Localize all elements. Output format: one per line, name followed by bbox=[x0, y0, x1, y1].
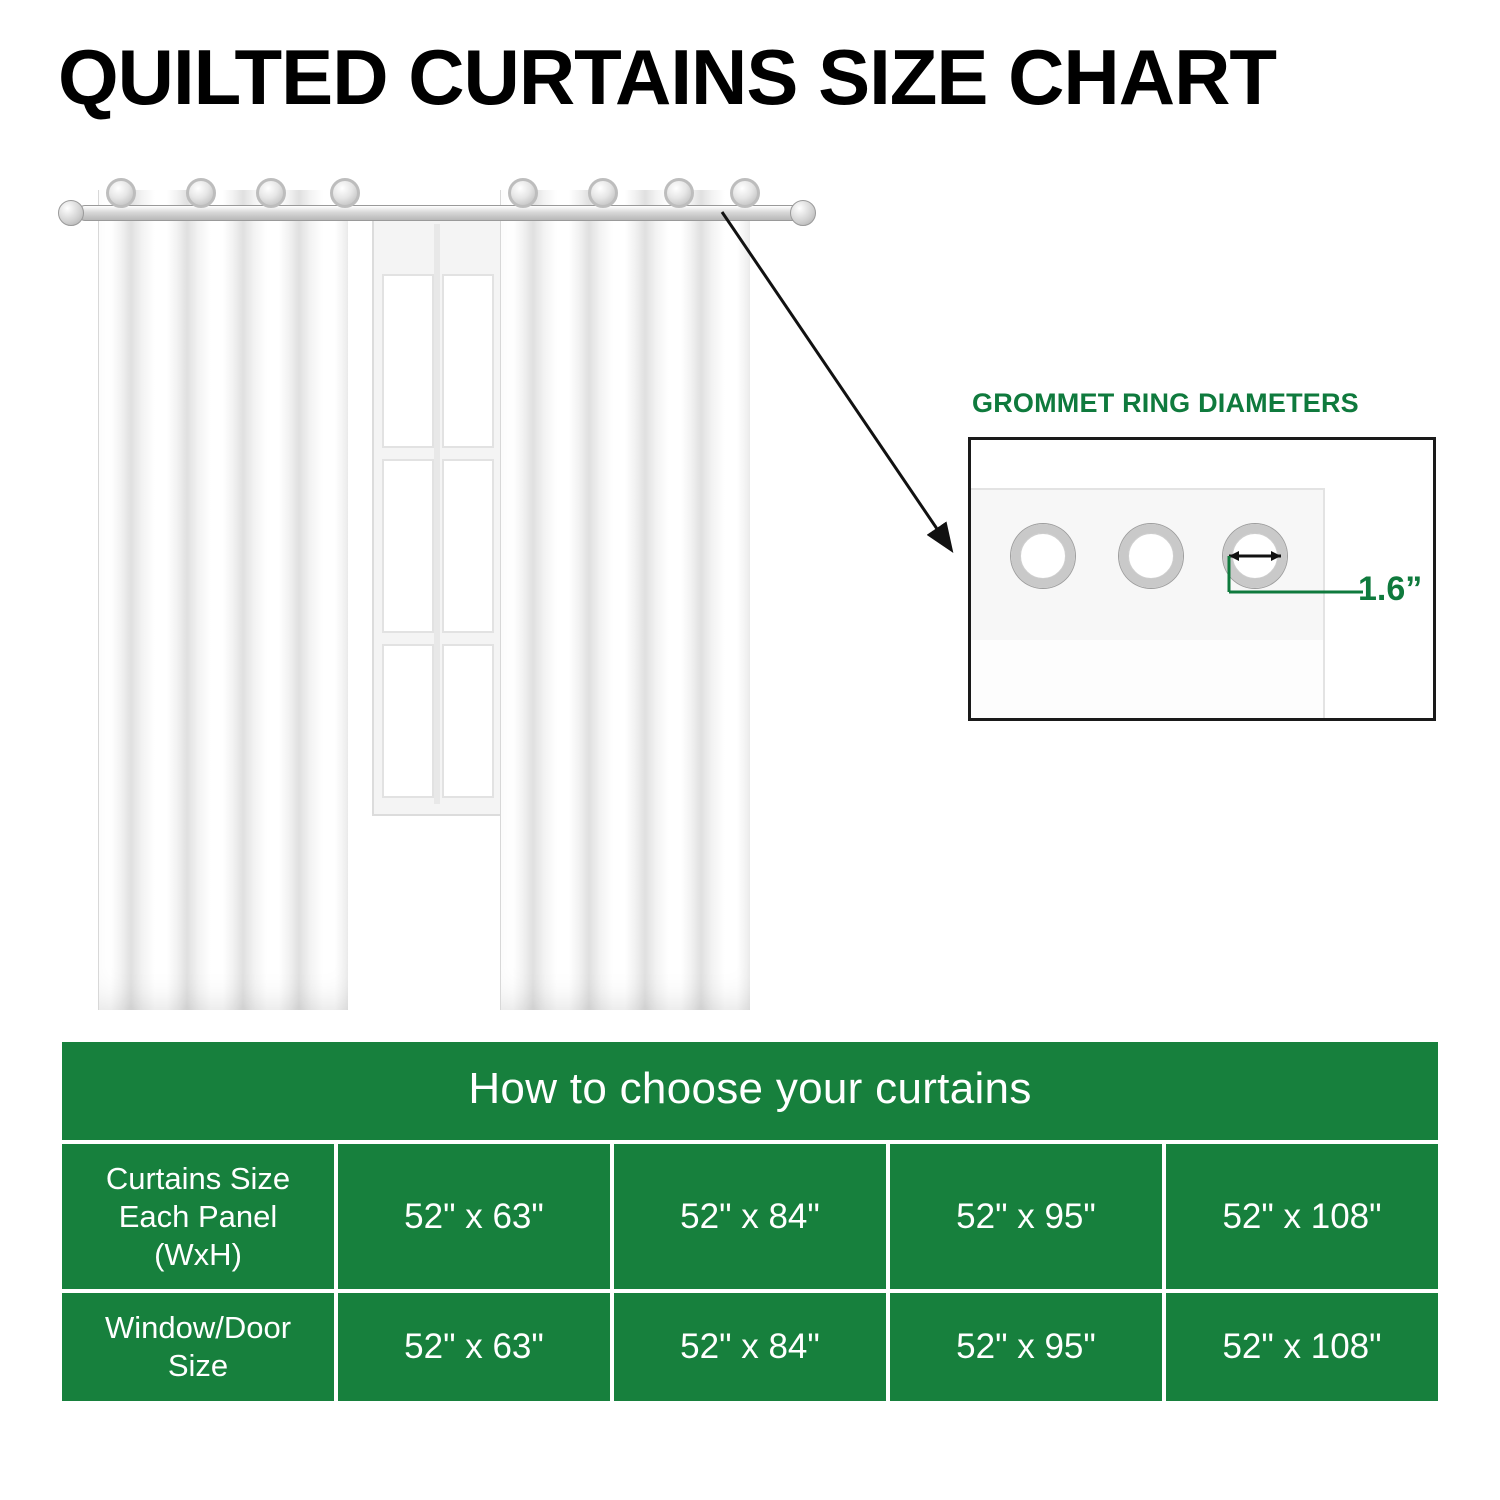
grommet-icon bbox=[330, 178, 360, 208]
curtain-panel-right bbox=[500, 190, 750, 1010]
size-chart-table bbox=[58, 1038, 1442, 1405]
rod-finial-right-icon bbox=[790, 200, 816, 226]
grommet-icon bbox=[186, 178, 216, 208]
cell-window-size-3: 52" x 95" bbox=[890, 1293, 1162, 1401]
grommet-icon bbox=[256, 178, 286, 208]
table-row bbox=[62, 1144, 1438, 1289]
curtain-rod bbox=[78, 205, 802, 221]
cell-window-size-4: 52" x 108" bbox=[1166, 1293, 1438, 1401]
row-label-curtains-size: Curtains Size Each Panel (WxH) bbox=[62, 1144, 334, 1289]
grommet-diameter-value: 1.6” bbox=[1358, 570, 1423, 608]
grommet-icon bbox=[730, 178, 760, 208]
grommet-detail-heading: GROMMET RING DIAMETERS bbox=[972, 388, 1359, 418]
window-graphic bbox=[372, 212, 502, 816]
grommet-icon bbox=[508, 178, 538, 208]
grommet-icon bbox=[106, 178, 136, 208]
grommet-icon bbox=[588, 178, 618, 208]
cell-window-size-2: 52" x 84" bbox=[614, 1293, 886, 1401]
cell-curtain-size-2: 52" x 84" bbox=[614, 1144, 886, 1289]
grommet-icon bbox=[664, 178, 694, 208]
rod-finial-left-icon bbox=[58, 200, 84, 226]
cell-curtain-size-3: 52" x 95" bbox=[890, 1144, 1162, 1289]
curtain-illustration bbox=[0, 150, 900, 1030]
cell-curtain-size-4: 52" x 108" bbox=[1166, 1144, 1438, 1289]
row-label-window-door-size: Window/Door Size bbox=[62, 1293, 334, 1401]
curtain-fabric-right bbox=[500, 190, 750, 1010]
cell-curtain-size-1: 52" x 63" bbox=[338, 1144, 610, 1289]
curtain-fabric-left bbox=[98, 190, 348, 1010]
table-caption: How to choose your curtains bbox=[62, 1042, 1438, 1140]
cell-window-size-1: 52" x 63" bbox=[338, 1293, 610, 1401]
curtain-panel-left bbox=[98, 190, 348, 1010]
page-title: QUILTED CURTAINS SIZE CHART bbox=[58, 33, 1277, 121]
table-caption-row bbox=[62, 1042, 1438, 1140]
table-row bbox=[62, 1293, 1438, 1401]
